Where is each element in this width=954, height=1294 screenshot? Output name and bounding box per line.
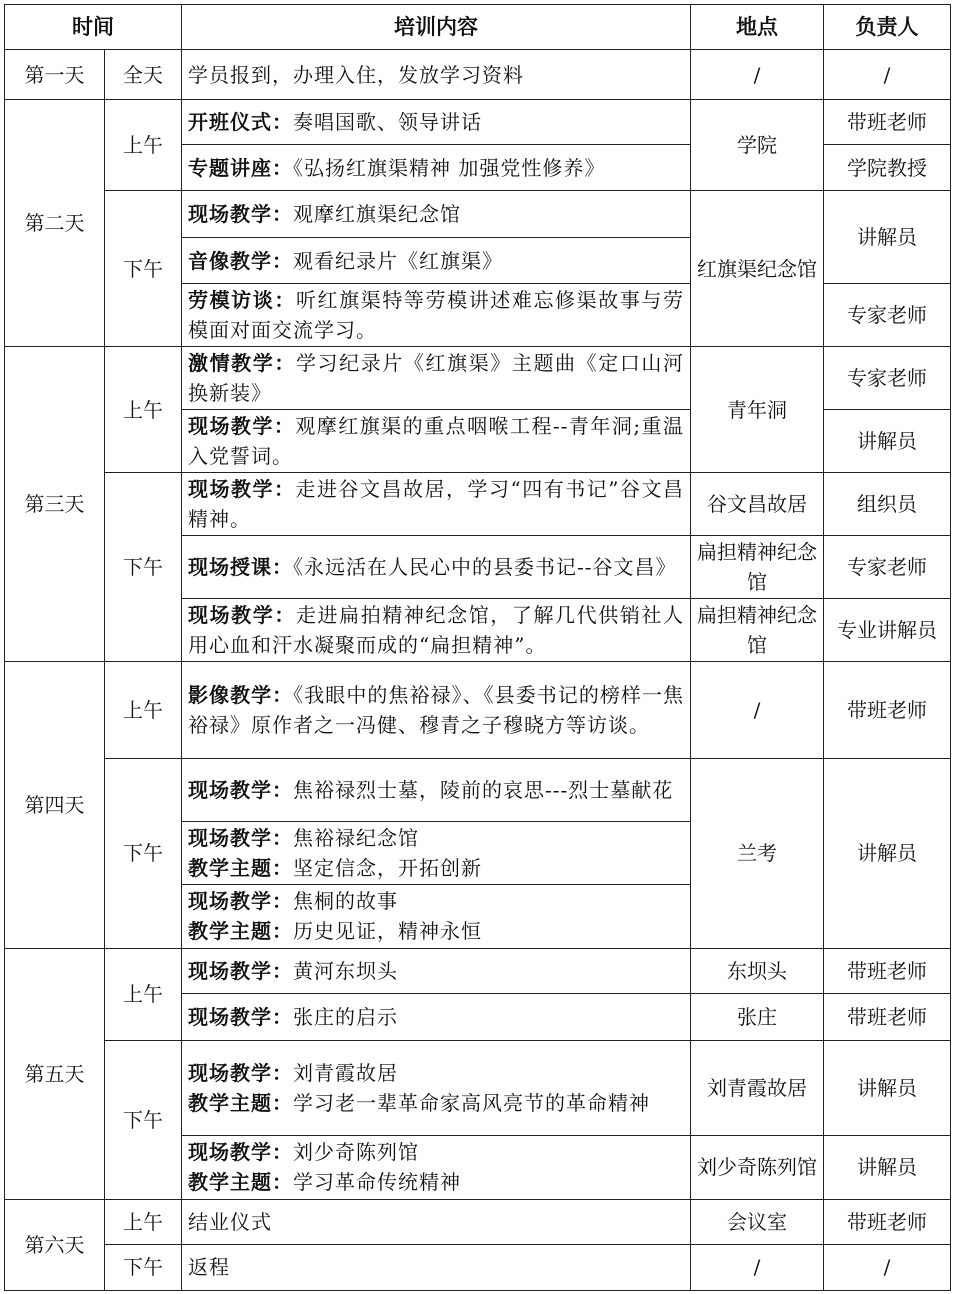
header-time: 时间 (5, 5, 182, 50)
person-cell: 带班老师 (824, 993, 951, 1040)
content-cell (182, 536, 691, 599)
period-label: 上午 (105, 347, 182, 473)
period-label: 上午 (105, 948, 182, 1040)
content-text: 刘青霞故居 (293, 1060, 398, 1085)
person-cell: 讲解员 (824, 758, 951, 948)
table-row (5, 191, 951, 238)
location-cell: 红旗渠纪念馆 (691, 191, 824, 347)
location-cell: 扁担精神纪念馆 (691, 599, 824, 662)
content-cell (182, 884, 691, 948)
day-label: 第一天 (5, 50, 105, 100)
table-row (5, 1244, 951, 1290)
person-cell: 讲解员 (824, 1135, 951, 1199)
content-text: 听红旗渠特等劳模讲述难忘修渠故事与劳模面对面交流学习。 (188, 288, 685, 343)
location-cell: 兰考 (691, 758, 824, 948)
day-label: 第五天 (5, 948, 105, 1199)
person-cell: 专业讲解员 (824, 599, 951, 662)
content-cell: 结业仪式 (182, 1199, 691, 1244)
content-line (188, 916, 684, 946)
location-cell: 扁担精神纪念馆 (691, 536, 824, 599)
period-label: 下午 (105, 1244, 182, 1290)
content-type: 专题讲座： (188, 155, 293, 180)
content-cell (182, 662, 691, 758)
content-type: 音像教学： (188, 248, 293, 273)
person-cell: / (824, 1244, 951, 1290)
content-text: 《永远活在人民心中的县委书记--谷文昌》 (293, 555, 677, 580)
content-type: 现场教学： (188, 202, 293, 227)
person-cell: 专家老师 (824, 347, 951, 410)
content-cell (182, 284, 691, 347)
content-text: 坚定信念，开拓创新 (293, 855, 482, 880)
period-label: 下午 (105, 191, 182, 347)
content-line (188, 886, 684, 916)
header-content: 培训内容 (182, 5, 691, 50)
content-type: 现场教学： (188, 777, 293, 802)
content-type: 影像教学： (188, 683, 294, 707)
content-text: 观看纪录片《红旗渠》 (293, 248, 503, 273)
content-text: 观摩红旗渠的重点咽喉工程--青年洞;重温入党誓词。 (188, 414, 684, 469)
content-type: 现场教学： (188, 1004, 293, 1029)
content-type: 现场授课： (188, 555, 293, 580)
content-cell: 返程 (182, 1244, 691, 1290)
schedule-table (4, 4, 951, 1291)
period-label: 下午 (105, 758, 182, 948)
period-label: 上午 (105, 662, 182, 758)
content-type: 劳模访谈： (188, 288, 296, 313)
person-cell: / (824, 50, 951, 100)
content-cell (182, 347, 691, 410)
content-text: 学习革命传统精神 (293, 1170, 461, 1195)
person-cell: 专家老师 (824, 536, 951, 599)
content-type: 现场教学： (188, 477, 296, 502)
person-cell: 讲解员 (824, 410, 951, 473)
table-row (5, 473, 951, 536)
location-cell: / (691, 662, 824, 758)
content-text: 走进扁拍精神纪念馆，了解几代供销社人用心血和汗水凝聚而成的“扁担精神”。 (188, 603, 685, 658)
content-theme: 教学主题： (188, 855, 293, 880)
location-cell: 刘青霞故居 (691, 1040, 824, 1135)
content-text: 黄河东坝头 (293, 958, 398, 983)
header-location: 地点 (691, 5, 824, 50)
day-label: 第二天 (5, 100, 105, 347)
day-label: 第四天 (5, 662, 105, 948)
content-theme: 教学主题： (188, 1090, 293, 1115)
content-cell (182, 191, 691, 238)
content-cell (182, 1040, 691, 1135)
content-line (188, 1137, 684, 1167)
content-type: 现场教学： (188, 825, 293, 850)
content-cell (182, 410, 691, 473)
content-cell (182, 1135, 691, 1199)
day-label: 第三天 (5, 347, 105, 662)
content-line (188, 823, 684, 853)
person-cell: 组织员 (824, 473, 951, 536)
period-label: 下午 (105, 1040, 182, 1199)
content-text: 焦裕禄烈士墓，陵前的哀思---烈士墓献花 (293, 777, 674, 802)
content-cell (182, 948, 691, 993)
content-text: 刘少奇陈列馆 (293, 1140, 419, 1165)
content-cell (182, 100, 691, 145)
person-cell: 带班老师 (824, 100, 951, 145)
content-theme: 教学主题： (188, 919, 293, 944)
person-cell: 带班老师 (824, 1199, 951, 1244)
content-text: 《弘扬红旗渠精神 加强党性修养》 (293, 155, 606, 180)
content-cell (182, 821, 691, 884)
content-cell (182, 473, 691, 536)
person-cell: 带班老师 (824, 948, 951, 993)
content-type: 开班仪式： (188, 110, 293, 135)
location-cell: 谷文昌故居 (691, 473, 824, 536)
table-row (5, 948, 951, 993)
content-text: 学习老一辈革命家高风亮节的革命精神 (293, 1090, 650, 1115)
person-cell: 讲解员 (824, 1040, 951, 1135)
table-row (5, 347, 951, 410)
content-text: 历史见证，精神永恒 (293, 919, 482, 944)
content-line (188, 1058, 684, 1088)
location-cell: 会议室 (691, 1199, 824, 1244)
content-cell: 学员报到，办理入住，发放学习资料 (182, 50, 691, 100)
person-cell: 专家老师 (824, 284, 951, 347)
location-cell: 东坝头 (691, 948, 824, 993)
content-cell (182, 599, 691, 662)
table-row (5, 1040, 951, 1135)
period-label: 全天 (105, 50, 182, 100)
person-cell: 讲解员 (824, 191, 951, 284)
content-text: 观摩红旗渠纪念馆 (293, 202, 461, 227)
content-line (188, 1088, 684, 1118)
content-text: 焦裕禄纪念馆 (293, 825, 419, 850)
content-type: 现场教学： (188, 1060, 293, 1085)
content-cell (182, 993, 691, 1040)
content-text: 学习纪录片《红旗渠》主题曲《定口山河换新装》 (188, 351, 685, 406)
content-type: 激情教学： (188, 351, 296, 376)
person-cell: 带班老师 (824, 662, 951, 758)
period-label: 上午 (105, 1199, 182, 1244)
day-label: 第六天 (5, 1199, 105, 1290)
location-cell: 青年洞 (691, 347, 824, 473)
content-theme: 教学主题： (188, 1170, 293, 1195)
content-text: 张庄的启示 (293, 1004, 398, 1029)
content-line (188, 853, 684, 883)
table-row (5, 50, 951, 100)
content-line (188, 1167, 684, 1197)
location-cell: / (691, 50, 824, 100)
table-row (5, 758, 951, 821)
content-type: 现场教学： (188, 414, 296, 439)
table-row (5, 100, 951, 145)
content-type: 现场教学： (188, 603, 296, 628)
content-text: 奏唱国歌、领导讲话 (293, 110, 482, 135)
content-type: 现场教学： (188, 958, 293, 983)
content-text: 《我眼中的焦裕禄》、《县委书记的榜样一焦裕禄》原作者之一冯健、穆青之子穆晓方等访谈。 (188, 683, 685, 737)
location-cell: / (691, 1244, 824, 1290)
content-text: 走进谷文昌故居，学习“四有书记”谷文昌精神。 (188, 477, 685, 532)
content-cell (182, 145, 691, 191)
period-label: 下午 (105, 473, 182, 662)
content-text: 焦桐的故事 (293, 889, 398, 914)
header-person: 负责人 (824, 5, 951, 50)
content-type: 现场教学： (188, 1140, 293, 1165)
table-row (5, 662, 951, 758)
header-row (5, 5, 951, 50)
location-cell: 学院 (691, 100, 824, 191)
content-cell (182, 758, 691, 821)
period-label: 上午 (105, 100, 182, 191)
content-type: 现场教学： (188, 889, 293, 914)
content-cell (182, 238, 691, 284)
location-cell: 刘少奇陈列馆 (691, 1135, 824, 1199)
table-row (5, 1199, 951, 1244)
location-cell: 张庄 (691, 993, 824, 1040)
person-cell: 学院教授 (824, 145, 951, 191)
